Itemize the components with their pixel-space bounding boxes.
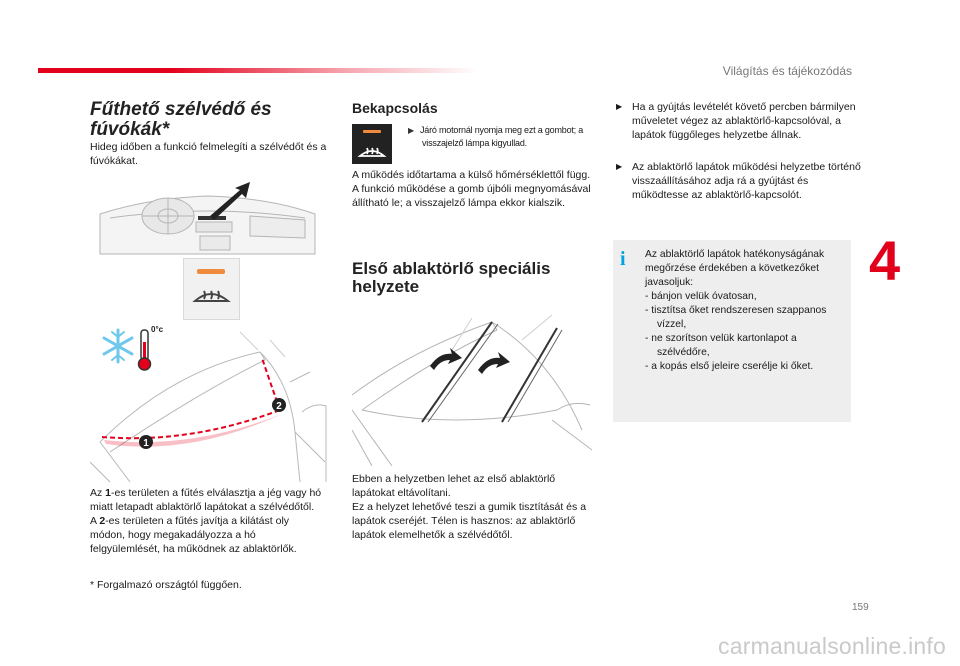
activation-title: Bekapcsolás	[352, 100, 438, 116]
wiper-service-position-illustration	[352, 310, 592, 466]
arrow-right-bullet-icon: ▶	[408, 126, 414, 135]
windscreen-heating-zones-illustration	[90, 322, 330, 484]
footnote: * Forgalmazó országtól függően.	[90, 579, 242, 591]
press-button-instruction: ▶ Járó motornál nyomja meg ezt a gombot; a visszajelző lámpa kigyullad.	[408, 125, 584, 148]
windscreen-heating-icon	[195, 291, 228, 301]
info-icon: i	[620, 248, 626, 270]
bullet-restore-position: ▶ Az ablaktörlő lapátok működési helyzetbe történő visszaállításához adja rá a gyújtást és működtesse az ablaktörlő-kapcsolót.	[616, 161, 861, 201]
page-number: 159	[852, 602, 869, 613]
list-item: - a kopás első jeleire cserélje ki őket.	[645, 361, 814, 372]
windscreen-heating-icon-small	[360, 148, 384, 156]
zone-1-description: Az 1-es területen a fűtés elválasztja a jég vagy hó miatt letapadt ablaktörlő lapátokat a szélvédőtől. A 2-es területen a fűtés javítja a kilátást oly módon, hogy megakadályozza a hó felgyülemlését, ha működnek az ablaktörlők.	[90, 487, 322, 555]
info-box-text	[645, 248, 845, 374]
defrost-button-illustration	[183, 258, 240, 320]
heated-windscreen-title: Fűthető szélvédő és fúvókák*	[90, 99, 272, 140]
temperature-label: 0°c	[151, 325, 164, 334]
info-intro: Az ablaktörlő lapátok hatékonyságának megőrzése érdekében a következőket javasoljuk:	[645, 249, 825, 288]
dashboard-illustration	[90, 176, 325, 256]
list-item: - ne szorítson velük kartonlapot a szélvédőre,	[645, 333, 797, 358]
snowflake-icon	[104, 330, 132, 362]
header-accent-bar	[38, 68, 478, 73]
chapter-number: 4	[869, 229, 901, 292]
heated-windscreen-intro: Hideg időben a funkció felmelegíti a szélvédőt és a fúvókákat.	[90, 141, 327, 167]
wiper-special-position-title: Első ablaktörlő speciális helyzete	[352, 259, 551, 296]
arrow-right-bullet-icon: ▶	[616, 162, 623, 171]
section-header-title: Világítás és tájékozódás	[722, 64, 852, 78]
defrost-button-small	[352, 124, 392, 164]
info-list	[645, 290, 845, 374]
zone-1-callout: 1	[143, 438, 149, 449]
zone-2-callout: 2	[276, 401, 282, 412]
watermark: carmanualsonline.info	[718, 633, 946, 659]
arrow-right-bullet-icon: ▶	[616, 102, 623, 111]
service-position-text: Ebben a helyzetben lehet az első ablaktörlő lapátokat eltávolítani. Ez a helyzet lehetővé teszi a gumik tisztítását és a lapátok cseréjét. Télen is hasznos: az ablaktörlő lapátok elemelhetők a szélvédőtől.	[352, 473, 587, 541]
bullet-vertical-position: ▶ Ha a gyújtás levételét követő percben bármilyen műveletet végez az ablaktörlő-kapcsolóval, a lapátok függőleges helyzetbe állnak.	[616, 101, 856, 141]
thermometer-icon	[139, 330, 151, 370]
list-item: - tisztítsa őket rendszeresen szappanos vízzel,	[645, 305, 827, 330]
duration-text: A működés időtartama a külső hőmérséklettől függ. A funkció működése a gomb újbóli megnyomásával állítható le; a visszajelző lámpa ekkor kialszik.	[352, 169, 591, 209]
list-item: - bánjon velük óvatosan,	[645, 291, 757, 302]
